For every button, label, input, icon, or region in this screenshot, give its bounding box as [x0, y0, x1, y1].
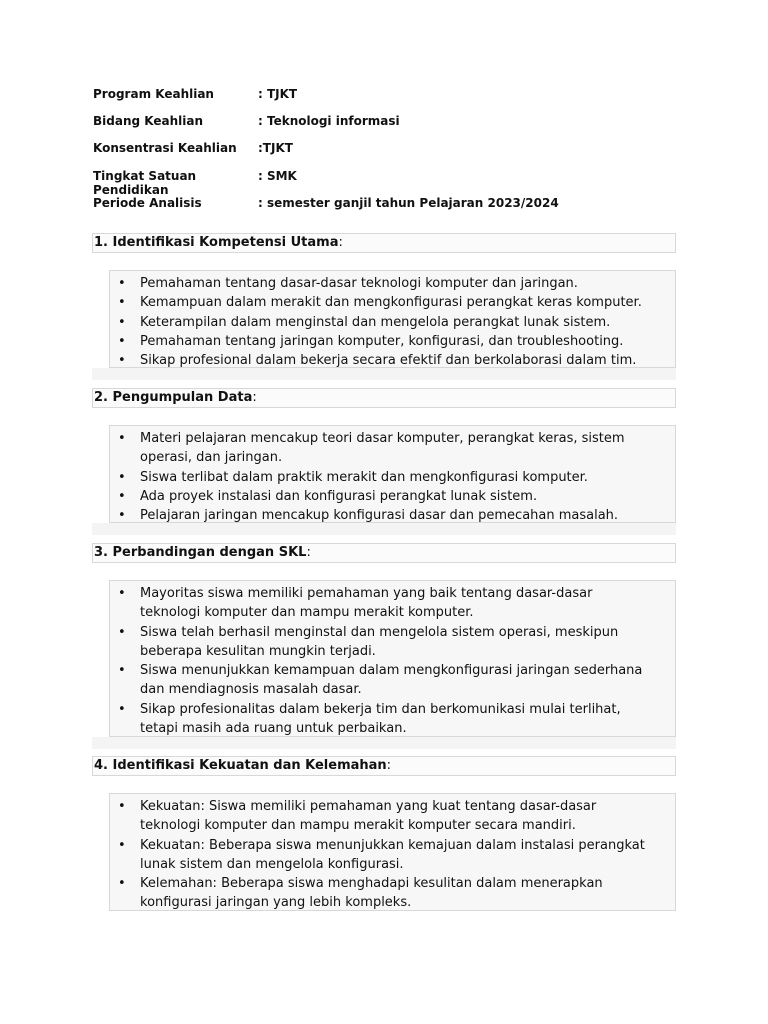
list-item [110, 836, 675, 875]
list-item [110, 700, 675, 739]
bullet-icon: • [118, 586, 126, 601]
section-title: 1. Identifikasi Kompetensi Utama [94, 235, 339, 250]
section-divider [92, 737, 676, 749]
bullet-list [110, 584, 675, 738]
list-item-text: Keterampilan dalam menginstal dan mengelola perangkat lunak sistem. [140, 314, 611, 330]
meta-label: Tingkat Satuan Pendidikan [93, 168, 197, 197]
section-box-1 [109, 270, 676, 368]
list-item [110, 274, 675, 293]
list-item-text: Sikap profesionalitas dalam bekerja tim dan berkomunikasi mulai terlihat, tetapi masih ada ruang untuk perbaikan. [140, 701, 621, 737]
section-title: 2. Pengumpulan Data [94, 390, 253, 405]
list-item-text: Kekuatan: Beberapa siswa menunjukkan kemajuan dalam instalasi perangkat lunak sistem dan mengelola konfigurasi. [140, 837, 645, 872]
bullet-list [110, 797, 675, 913]
section-heading-1 [92, 233, 676, 253]
section-divider [92, 523, 676, 535]
bullet-icon: • [118, 663, 126, 679]
list-item [110, 661, 675, 700]
list-item [110, 584, 675, 623]
bullet-icon: • [118, 837, 126, 853]
bullet-icon: • [118, 353, 126, 369]
bullet-icon: • [118, 624, 126, 640]
list-item-text: Materi pelajaran mencakup teori dasar komputer, perangkat keras, sistem operasi, dan jaringan. [140, 431, 625, 466]
list-item [110, 487, 675, 506]
list-item [110, 874, 675, 913]
list-item [110, 313, 675, 332]
bullet-icon: • [118, 295, 126, 311]
list-item-text: Kekuatan: Siswa memiliki pemahaman yang kuat tentang dasar-dasar teknologi komputer dan mampu merakit komputer secara mandiri. [140, 799, 597, 834]
section-title: 4. Identifikasi Kekuatan dan Kelemahan [94, 758, 387, 773]
section-heading-2 [92, 388, 676, 408]
list-item-text: Siswa terlibat dalam praktik merakit dan mengkonfigurasi komputer. [140, 469, 588, 485]
list-item [110, 293, 675, 312]
list-item-text: Kemampuan dalam merakit dan mengkonfigurasi perangkat keras komputer. [140, 295, 642, 311]
list-item [110, 797, 675, 836]
bullet-icon: • [118, 876, 126, 892]
meta-label: Periode Analisis [93, 195, 202, 210]
section-title-colon: : [386, 758, 392, 773]
section-title-colon: : [306, 545, 311, 560]
meta-value: : TJKT [258, 87, 298, 101]
meta-value: : SMK [258, 168, 297, 183]
list-item-text: Sikap profesional dalam bekerja secara efektif dan berkolaborasi dalam tim. [140, 353, 637, 369]
meta-row-bidang [93, 114, 559, 141]
bullet-icon: • [118, 469, 126, 485]
section-box-3 [109, 580, 676, 737]
list-item [110, 468, 675, 487]
list-item-text: Ada proyek instalasi dan konfigurasi perangkat lunak sistem. [140, 488, 538, 504]
section-divider [92, 368, 676, 380]
bullet-icon: • [118, 799, 126, 814]
section-heading-4 [92, 756, 676, 776]
bullet-list [110, 274, 675, 370]
list-item-text: Siswa menunjukkan kemampuan dalam mengkonfigurasi jaringan sederhana dan mendiagnosis masalah dasar. [140, 663, 643, 698]
bullet-icon: • [118, 333, 126, 349]
meta-row-periode [93, 196, 559, 223]
list-item-text: Pemahaman tentang dasar-dasar teknologi komputer dan jaringan. [140, 276, 578, 291]
list-item-text: Pemahaman tentang jaringan komputer, konfigurasi, dan troubleshooting. [140, 333, 624, 349]
meta-table [93, 87, 559, 223]
list-item-text: Mayoritas siswa memiliki pemahaman yang baik tentang dasar-dasar teknologi komputer dan mampu merakit komputer. [140, 586, 593, 621]
meta-label: Bidang Keahlian [93, 114, 203, 129]
meta-row-tingkat [93, 169, 559, 196]
bullet-icon: • [118, 431, 126, 446]
bullet-icon: • [118, 488, 126, 504]
list-item [110, 332, 675, 351]
meta-label: Program Keahlian [93, 87, 214, 101]
bullet-icon: • [118, 314, 126, 330]
section-title-colon: : [252, 390, 257, 405]
bullet-list [110, 429, 675, 525]
meta-value: : semester ganjil tahun Pelajaran 2023/2024 [258, 195, 559, 210]
section-box-4 [109, 793, 676, 911]
meta-row-konsentrasi [93, 141, 559, 168]
meta-row-program [93, 87, 559, 114]
meta-value: :TJKT [258, 141, 293, 156]
bullet-icon: • [118, 701, 126, 717]
section-heading-3 [92, 543, 676, 563]
bullet-icon: • [118, 508, 126, 524]
section-box-2 [109, 425, 676, 523]
list-item [110, 623, 675, 662]
bullet-icon: • [118, 276, 126, 291]
meta-label: Konsentrasi Keahlian [93, 141, 237, 156]
list-item-text: Siswa telah berhasil menginstal dan mengelola sistem operasi, meskipun beberapa kesulitan mungkin terjadi. [140, 624, 619, 659]
section-title-colon: : [338, 235, 343, 250]
meta-value: : Teknologi informasi [258, 114, 400, 129]
list-item-text: Pelajaran jaringan mencakup konfigurasi dasar dan pemecahan masalah. [140, 508, 619, 524]
list-item [110, 429, 675, 468]
list-item-text: Kelemahan: Beberapa siswa menghadapi kesulitan dalam menerapkan konfigurasi jaringan yang lebih kompleks. [140, 876, 603, 911]
section-title: 3. Perbandingan dengan SKL [94, 545, 307, 560]
